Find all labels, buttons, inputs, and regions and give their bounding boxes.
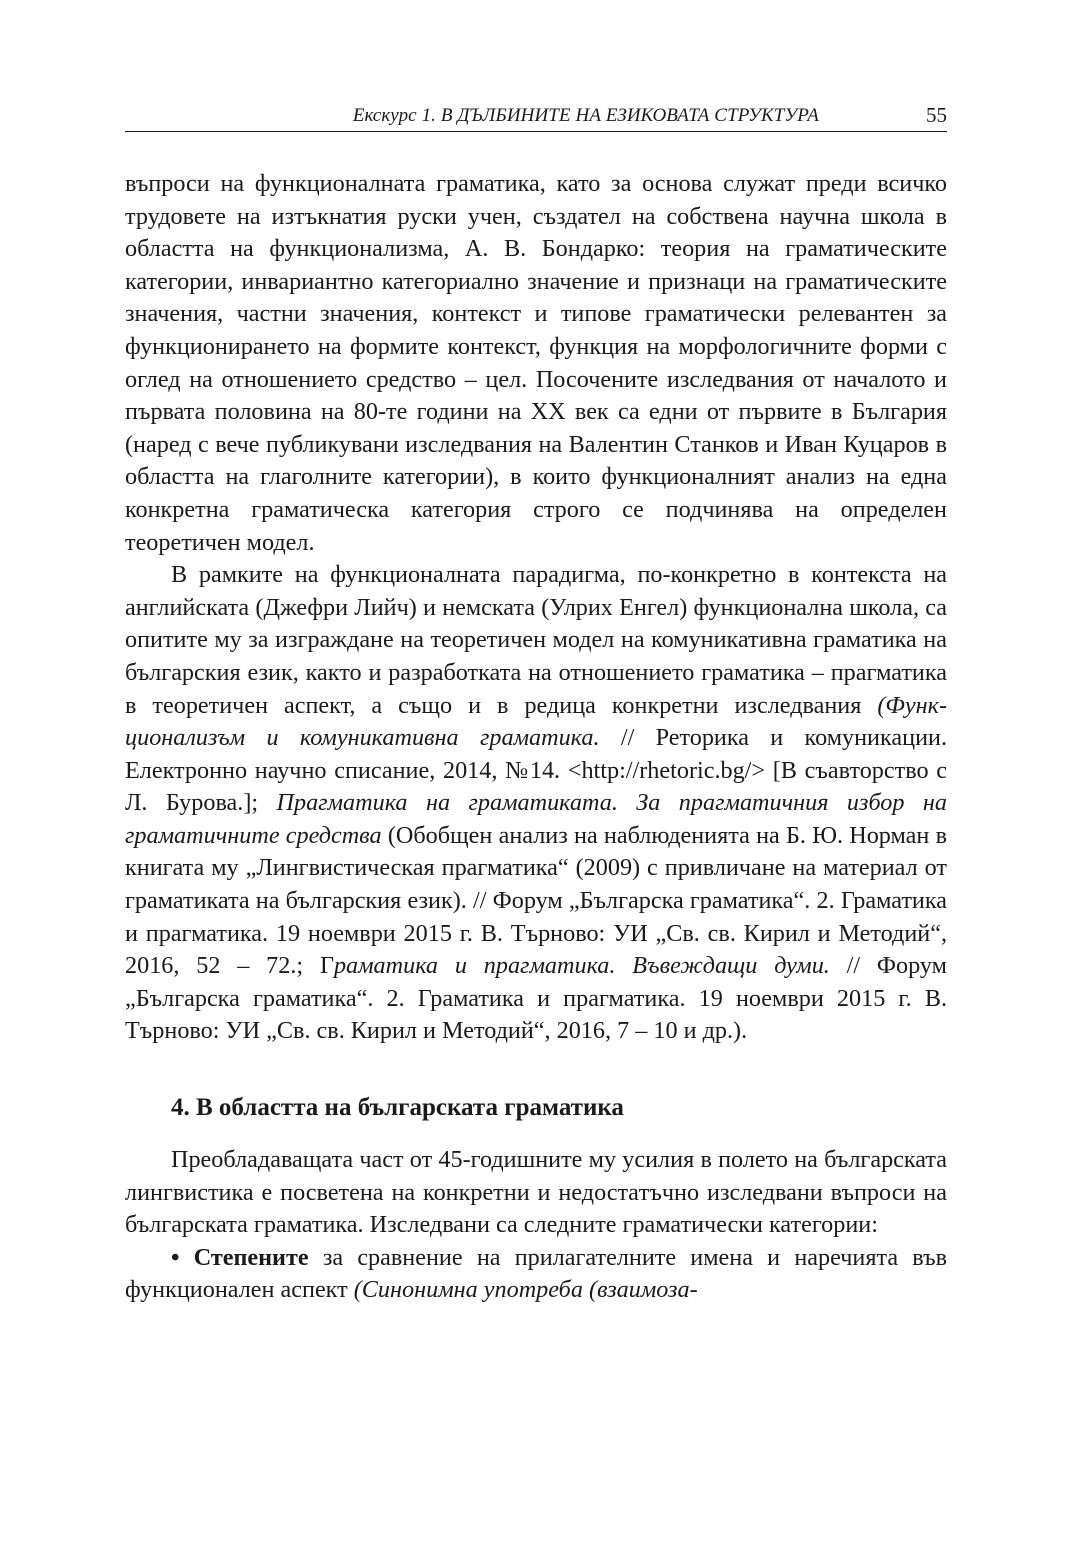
citation-italic: раматика и прагматика. Въвеждащи думи. [333, 952, 830, 980]
page-number: 55 [926, 103, 947, 127]
paragraph-text: // Реторика и комуникации. Електронно научно списание, 2014, №14. <http://rhetoric.bg/> [В съавторство с Л. Бурова.]; [125, 724, 947, 817]
paragraph-text: // Форум „Българска граматика“. 2. Граматика и прагматика. 19 ноември 2015 г. В. Търново: УИ „Св. св. Кирил и Методий“, 2016, 7 – 10 и др.). [125, 952, 947, 1045]
bullet-text: за сравнение на прилагателните имена и наречията във функционален аспект [125, 1243, 948, 1304]
bullet-citation-italic: (Синонимна употреба (взаимоза- [353, 1276, 698, 1304]
paragraph-functional-paradigm [125, 559, 947, 1048]
running-header-title: Екскурс 1. В ДЪЛБИНИТЕ НА ЕЗИКОВАТА СТРУКТУРА [352, 105, 819, 126]
bullet-marker: • [171, 1243, 180, 1271]
paragraph-text: (Обобщен анализ на наблюденията на Б. Ю. Норман в книгата му „Лингвистическая прагматика“ (2009) с привличане на материал от граматиката на българския език). // Форум „Българска граматика“. 2. Граматика и прагматика. 19 ноември 2015 г. В. Търново: УИ „Св. св. Кирил и Методий“, 2016, 52 – 72.; Г [125, 821, 947, 980]
body-text [125, 168, 947, 1307]
running-header [125, 101, 947, 132]
paragraph-continued: въпроси на функционалната граматика, като за основа служат преди всичко трудовете на изтъкнатия руски учен, създател на собствена научна школа в областта на функционализма, А. В. Бондарко: теория на граматическите категории, инвариантно категориално значение и признаци на граматическите значения, частни значения, контекст и типове граматически релевантен за функционирането на формите контекст, функция на морфологичните форми с оглед на отношението средство – цел. Посочените изследвания от началото и първата половина на 80-те години на XX век са едни от първите в България (наред с вече публикувани изследвания на Валентин Станков и Иван Куцаров в областта на глаголните категории), в които функционалният анализ на една конкретна граматическа категория строго се подчинява на определен теоретичен модел. [125, 170, 947, 556]
paragraph-bulgarian-grammar: Преобладаващата част от 45-годишните му усилия в полето на българската лингвистика е посветена на конкретни и недостaтъчно изследвани въпроси на българската граматика. Изследвани са следните граматически категории: [125, 1146, 947, 1239]
paragraph-text: В рамките на функционалната парадигма, по-конкретно в контекста на английската (Джефри Лийч) и немската (Улрих Енгел) функционална школа, са опитите му за изграждане на теоретичен модел на комуникативна граматика на българския език, както и разработката на отношението граматика – прагматика в теоретичен аспект, а също и в редица конкретни изследвания [125, 561, 947, 719]
citation-italic: (Функционализъм и комуникативна граматика. [125, 691, 947, 752]
section-heading: 4. В областта на българската граматика [171, 1094, 624, 1122]
bullet-item [125, 1242, 947, 1307]
citation-italic: Прагматика на граматиката. За прагматичния избор на граматичните средства [125, 789, 947, 849]
bullet-term: Степените [193, 1243, 309, 1271]
document-page [125, 0, 947, 1550]
